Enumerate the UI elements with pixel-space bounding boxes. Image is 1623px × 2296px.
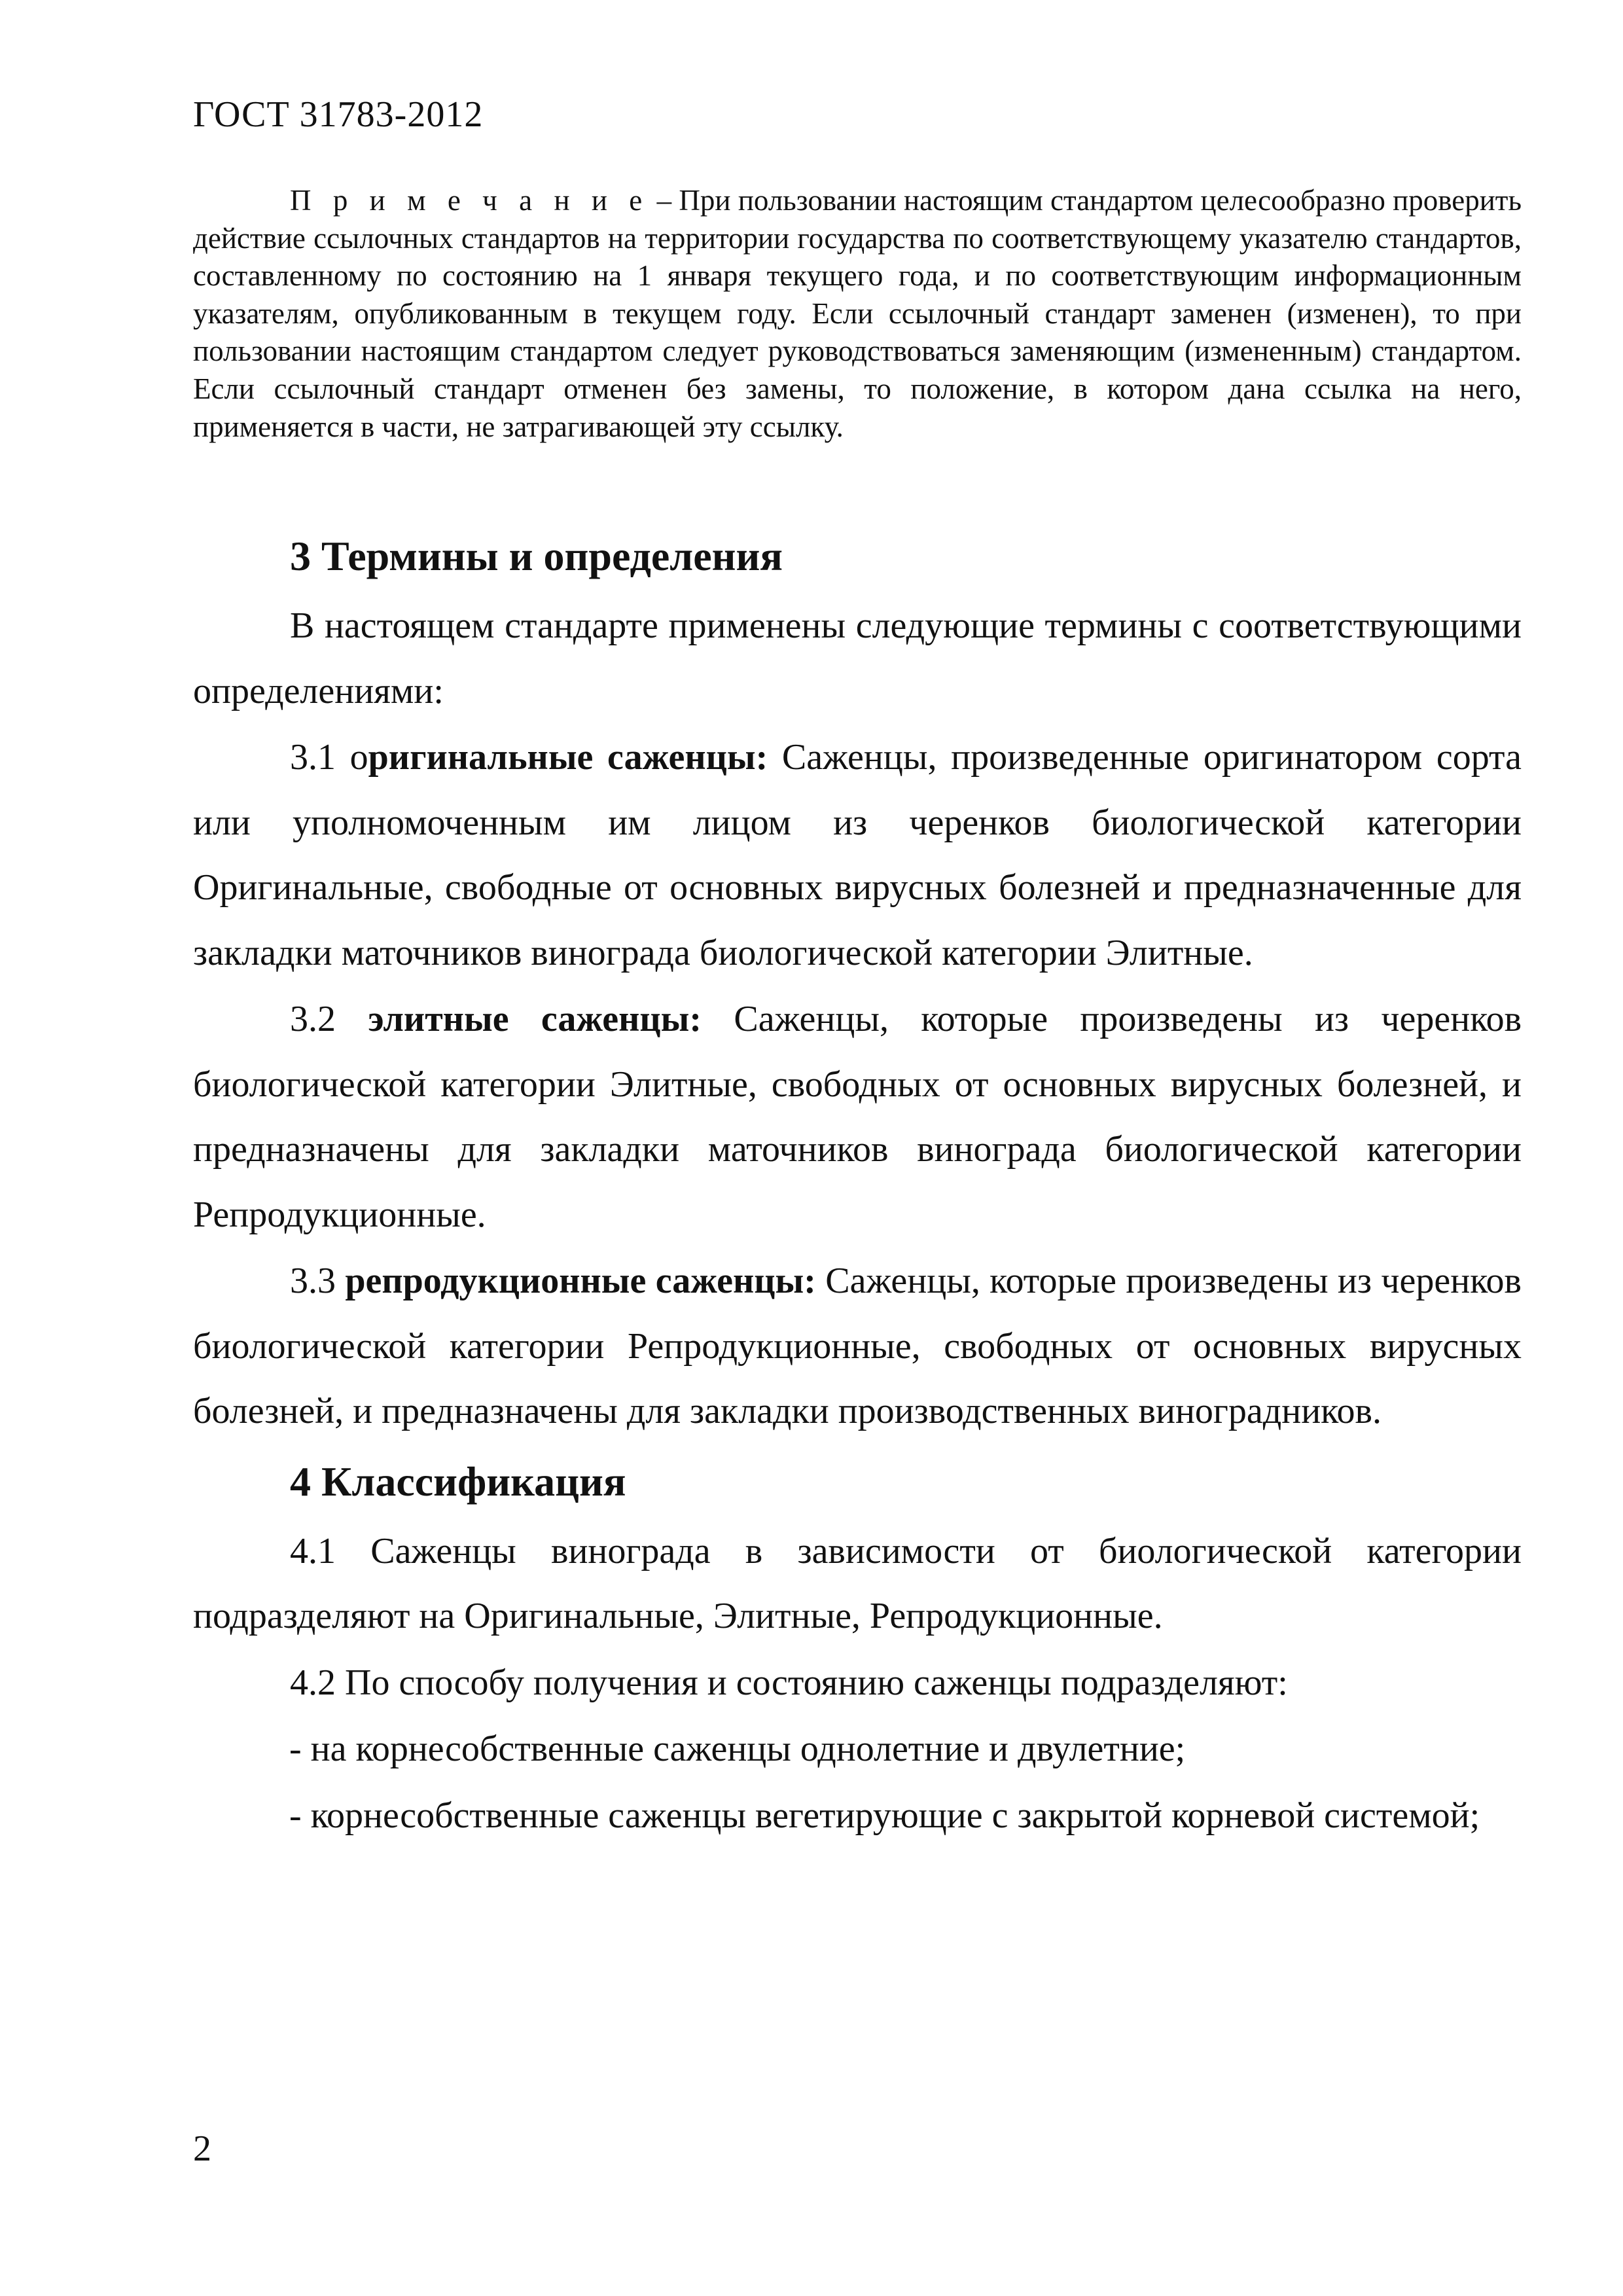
term-name: элитные саженцы: xyxy=(368,999,702,1039)
term-definition: Саженцы, которые произведены из черенков биологической категории Репродукционные, свободных от основных вирусных болезней, и предназначены для закладки производственных виноградников. xyxy=(193,1261,1522,1431)
page-number: 2 xyxy=(193,2128,211,2169)
main-content xyxy=(193,520,1522,1848)
clause-4-2: 4.2 По способу получения и состоянию саженцы подразделяют: xyxy=(290,1662,1288,1703)
document-header: ГОСТ 31783-2012 xyxy=(193,94,484,135)
term-number: 3.2 xyxy=(290,999,368,1039)
section-3-intro: В настоящем стандарте применены следующие термины с соответствующими определениями: xyxy=(193,605,1522,711)
clause-4-1: 4.1 Саженцы винограда в зависимости от биологической категории подразделяют на Оригинальные, Элитные, Репродукционные. xyxy=(193,1530,1522,1636)
term-name: ригинальные саженцы: xyxy=(368,737,768,778)
term-definition: Саженцы, произведенные оригинатором сорта или уполномоченным им лицом из черенков биологической категории Оригинальные, свободные от основных вирусных болезней и предназначенные для закладки маточников винограда биологической категории Элитные. xyxy=(193,737,1522,973)
term-3-3 xyxy=(193,1249,1522,1444)
list-item: - корнесобственные саженцы вегетирующие с закрытой корневой системой; xyxy=(289,1795,1480,1836)
section-4-heading: 4 Классификация xyxy=(290,1458,626,1505)
section-3-heading: 3 Термины и определения xyxy=(290,533,783,579)
note-text: – При пользовании настоящим стандартом целесообразно проверить действие ссылочных стандартов на территории государства по соответствующему указателю стандартов, составленному по состоянию на 1 января текущего года, и по соответствующим информационным указателям, опубликованным в текущем году. Если ссылочный стандарт заменен (изменен), то при пользовании настоящим стандартом следует руководствоваться заменяющим (измененным) стандартом. Если ссылочный стандарт отменен без замены, то положение, в котором дана ссылка на него, применяется в части, не затрагивающей эту ссылку. xyxy=(193,184,1522,443)
term-name: репродукционные саженцы: xyxy=(345,1261,816,1301)
term-definition: Саженцы, которые произведены из черенков биологической категории Элитные, свободных от основных вирусных болезней, и предназначены для закладки маточников винограда биологической категории Репродукционные. xyxy=(193,999,1522,1235)
list-item: - на корнесобственные саженцы однолетние и двулетние; xyxy=(289,1729,1186,1769)
reference-note xyxy=(193,182,1522,446)
term-3-1 xyxy=(193,725,1522,986)
term-number: 3.3 xyxy=(290,1261,346,1301)
note-label: П р и м е ч а н и е xyxy=(290,184,650,217)
term-3-2 xyxy=(193,987,1522,1247)
term-number: 3.1 о xyxy=(290,737,368,778)
